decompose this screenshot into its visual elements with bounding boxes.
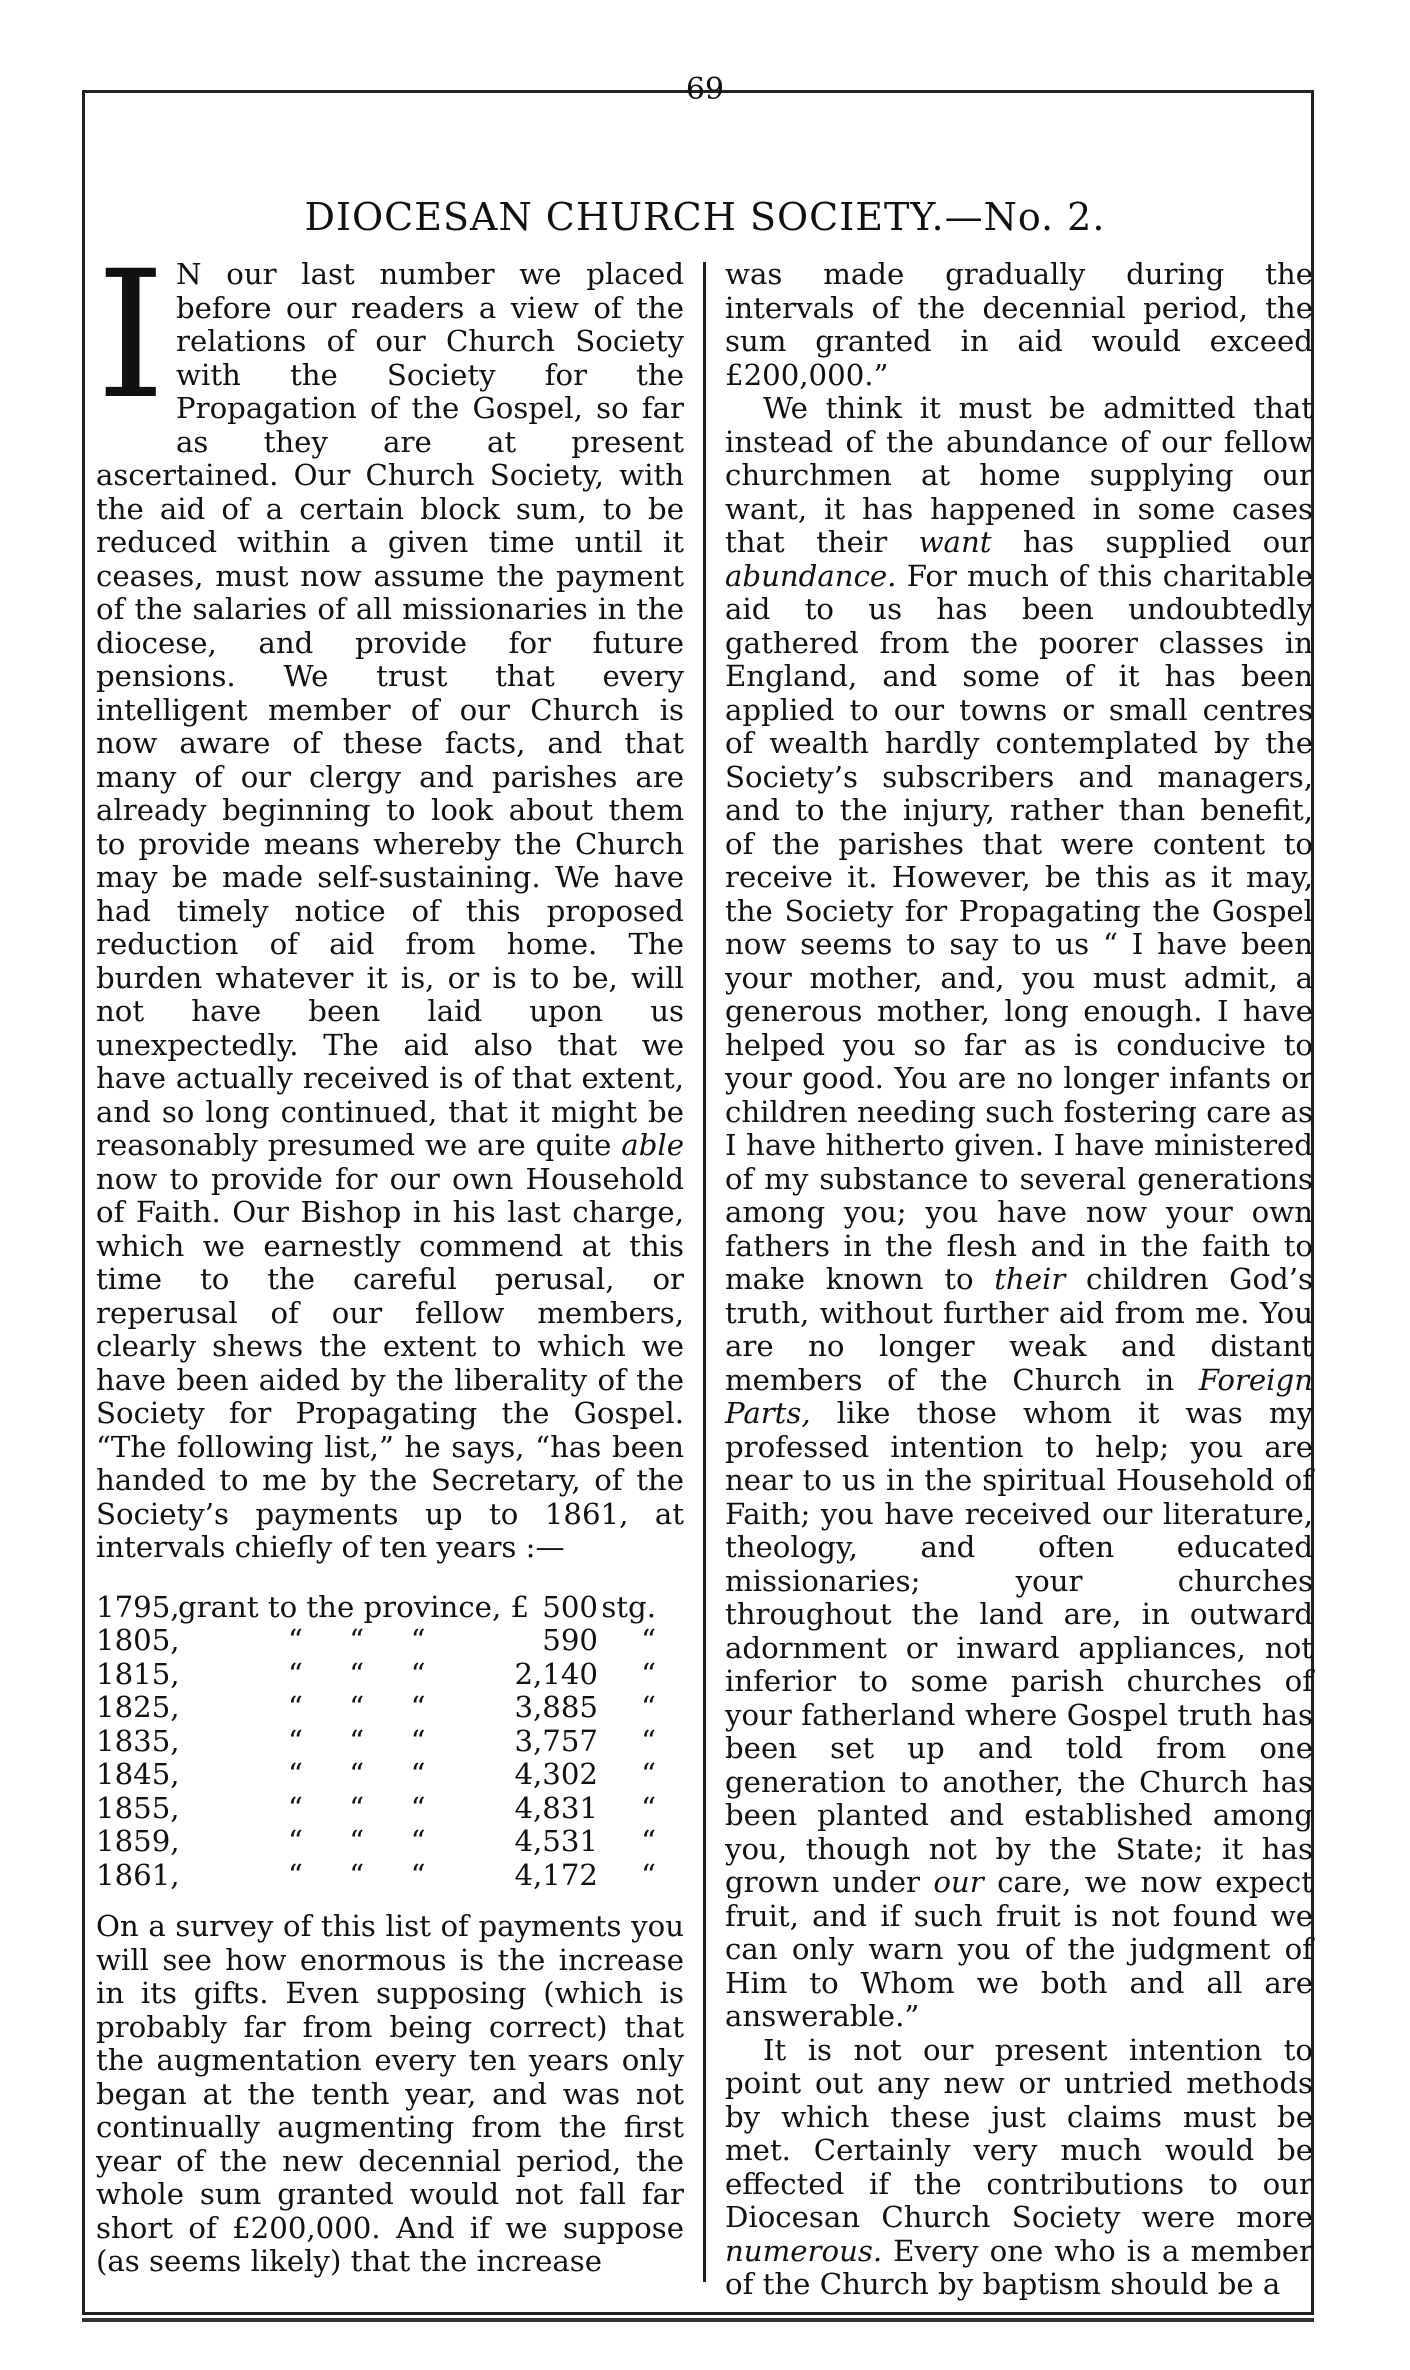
table-amount: 3,757 [514, 1723, 598, 1758]
table-desc: “ “ “ [288, 1757, 426, 1791]
table-row [96, 1859, 684, 1893]
page-border-bottom [82, 2318, 1314, 2322]
table-year: 1861, [96, 1857, 180, 1892]
right-para2-text-b: has supplied our [991, 525, 1313, 559]
table-desc: “ “ “ [288, 1623, 426, 1657]
table-amount: 590 [542, 1623, 598, 1657]
table-year: 1795, [96, 1589, 180, 1624]
article-title: DIOCESAN CHURCH SOCIETY.—No. 2. [304, 195, 1106, 239]
table-desc: “ “ “ [288, 1857, 426, 1892]
right-para2-emphasis-foreign-parts: Foreign Parts, [725, 1362, 1313, 1430]
left-para1-text: N our last number we placed before our readers a view of the relations of our Church Society with the Society for the Propagation of the Gospel, so far as they are at present ascertained. Our Church Society, with the aid of a certain block sum, to be reduced within a given time until it ceases, must now assume the payment of the salaries of all missionaries in the diocese, and provide for future pensions. We trust that every intelligent member of our Church is now aware of these facts, and that many of our clergy and parishes are already beginning to look about them to provide means whereby the Church may be made self-sustaining. We have had timely notice of this proposed reduction of aid from home. The burden whatever it is, or is to be, will not have been laid upon us unexpectedly. The aid also that we have actually received is of that extent, and so long continued, that it might be reasonably presumed we are quite [96, 257, 684, 1162]
right-para2-text-d: children God’s truth, without further aid from me. You are no longer weak and distant members of the Church in [725, 1262, 1313, 1397]
table-year: 1859, [96, 1824, 180, 1858]
table-desc: “ “ “ [288, 1723, 426, 1758]
left-para1-end: now to provide for our own Household of Faith. Our Bishop in his last charge, which we earnestly commend at this time to the careful perusal, or reperusal of our fellow members, clearly shews the extent to which we have been aided by the liberality of the Society for Propagating the Gospel. “The following list,” he says, “has been handed to me by the Secretary, of the Society’s payments up to 1861, at intervals chiefly of ten years :— [96, 1161, 684, 1564]
table-row [96, 1792, 684, 1826]
table-year: 1845, [96, 1757, 180, 1791]
table-amount: 4,531 [514, 1824, 598, 1858]
table-row [96, 1758, 684, 1792]
right-paragraph-1: was made gradually during the intervals of the decennial period, the sum granted in aid would exceed £200,000.” [725, 257, 1313, 392]
table-amount: 4,172 [514, 1857, 598, 1892]
table-desc: “ “ “ [288, 1656, 426, 1691]
column-divider [703, 262, 706, 2282]
table-amount: 3,885 [514, 1690, 598, 1724]
table-row [96, 1825, 684, 1859]
table-unit: “ [641, 1757, 656, 1791]
table-desc: “ “ “ [288, 1690, 426, 1724]
table-desc: grant to the province, £ [178, 1589, 530, 1624]
left-paragraph-2: On a survey of this list of payments you will see how enormous is the increase in its gifts. Even supposing (which is probably far from being correct) that the augmentation every ten years only began at the tenth year, and was not continually augmenting from the first year of the new decennial period, the whole sum granted would not fall far short of £200,000. And if we suppose (as seems likely) that the increase [96, 1909, 684, 2278]
right-para3-text-b: Every one who is a member of the Church by baptism should be a [725, 2233, 1313, 2301]
table-year: 1825, [96, 1690, 180, 1724]
table-unit: “ [641, 1790, 656, 1825]
right-paragraph-2 [725, 392, 1313, 2034]
right-para2-emphasis-want: want [918, 525, 992, 559]
table-unit: stg. [601, 1589, 656, 1624]
table-desc: “ “ “ [288, 1790, 426, 1825]
right-para2-text-e: like those whom it was my professed intention to help; you are near to us in the spiritual Household of Faith; you have received our literature, theology, and often educated missionaries; your churches throughout the land are, in outward adornment or inward appliances, not inferior to some parish churches of your fatherland where Gospel truth has been set up and told from one generation to another, the Church has been planted and established among you, though not by the State; it has grown under [725, 1396, 1313, 1899]
left-para1-emphasis: able [621, 1128, 684, 1162]
table-row [96, 1725, 684, 1759]
table-unit: “ [641, 1690, 656, 1724]
table-year: 1835, [96, 1723, 180, 1758]
table-unit: “ [641, 1723, 656, 1758]
table-unit: “ [641, 1857, 656, 1892]
table-unit: “ [641, 1824, 656, 1858]
table-row [96, 1591, 684, 1625]
table-amount: 4,302 [514, 1757, 598, 1791]
right-para2-text-c: For much of this charitable aid to us has been undoubtedly gathered from the poorer classes in England, and some of it has been applied to our towns or small centres of wealth hardly contemplated by the Society’s subscribers and managers, and to the injury, rather than benefit, of the parishes that were content to receive it. However, be this as it may, the Society for Propagating the Gospel now seems to say to us “ I have been your mother, and, you must admit, a generous mother, long enough. I have helped you so far as is conducive to your good. You are no longer infants or children needing such fostering care as I have hitherto given. I have ministered of my substance to several generations among you; you have now your own fathers in the flesh and in the faith to make known to [725, 558, 1313, 1296]
table-unit: “ [641, 1656, 656, 1691]
right-paragraph-3 [725, 2034, 1313, 2302]
table-amount: 4,831 [514, 1790, 598, 1825]
table-year: 1815, [96, 1656, 180, 1691]
left-paragraph-1 [96, 233, 684, 1565]
table-year: 1805, [96, 1623, 180, 1657]
right-para2-emphasis-our: our [933, 1865, 984, 1899]
table-row [96, 1624, 684, 1658]
left-column [96, 233, 684, 2279]
right-para3-text-a: It is not our present intention to point out any new or untried methods by which these just claims must be met. Certainly very much would be effected if the contributions to our Diocesan Church Society were more [725, 2032, 1313, 2234]
right-para2-text-a: We think it must be admitted that instead of the abundance of our fellow churchmen at home supplying our want, it has happened in some cases that their [725, 391, 1313, 559]
right-para3-emphasis-numerous: numerous. [725, 2233, 883, 2268]
page-number: 69 [685, 72, 725, 107]
drop-cap: I [96, 233, 166, 438]
table-unit: “ [641, 1623, 656, 1657]
table-amount: 2,140 [514, 1656, 598, 1691]
right-para2-text-f: care, we now expect fruit, and if such fruit is not found we can only warn you of the judgment of Him to Whom we both and all are answerable.” [725, 1865, 1313, 2033]
right-para2-emphasis-their: their [994, 1262, 1066, 1296]
right-para2-emphasis-abundance: abundance. [725, 558, 897, 593]
table-row [96, 1691, 684, 1725]
table-amount: 500 [542, 1589, 598, 1624]
table-year: 1855, [96, 1790, 180, 1825]
table-desc: “ “ “ [288, 1824, 426, 1858]
right-column [725, 258, 1313, 2302]
table-row [96, 1658, 684, 1692]
payments-table [96, 1591, 684, 1893]
